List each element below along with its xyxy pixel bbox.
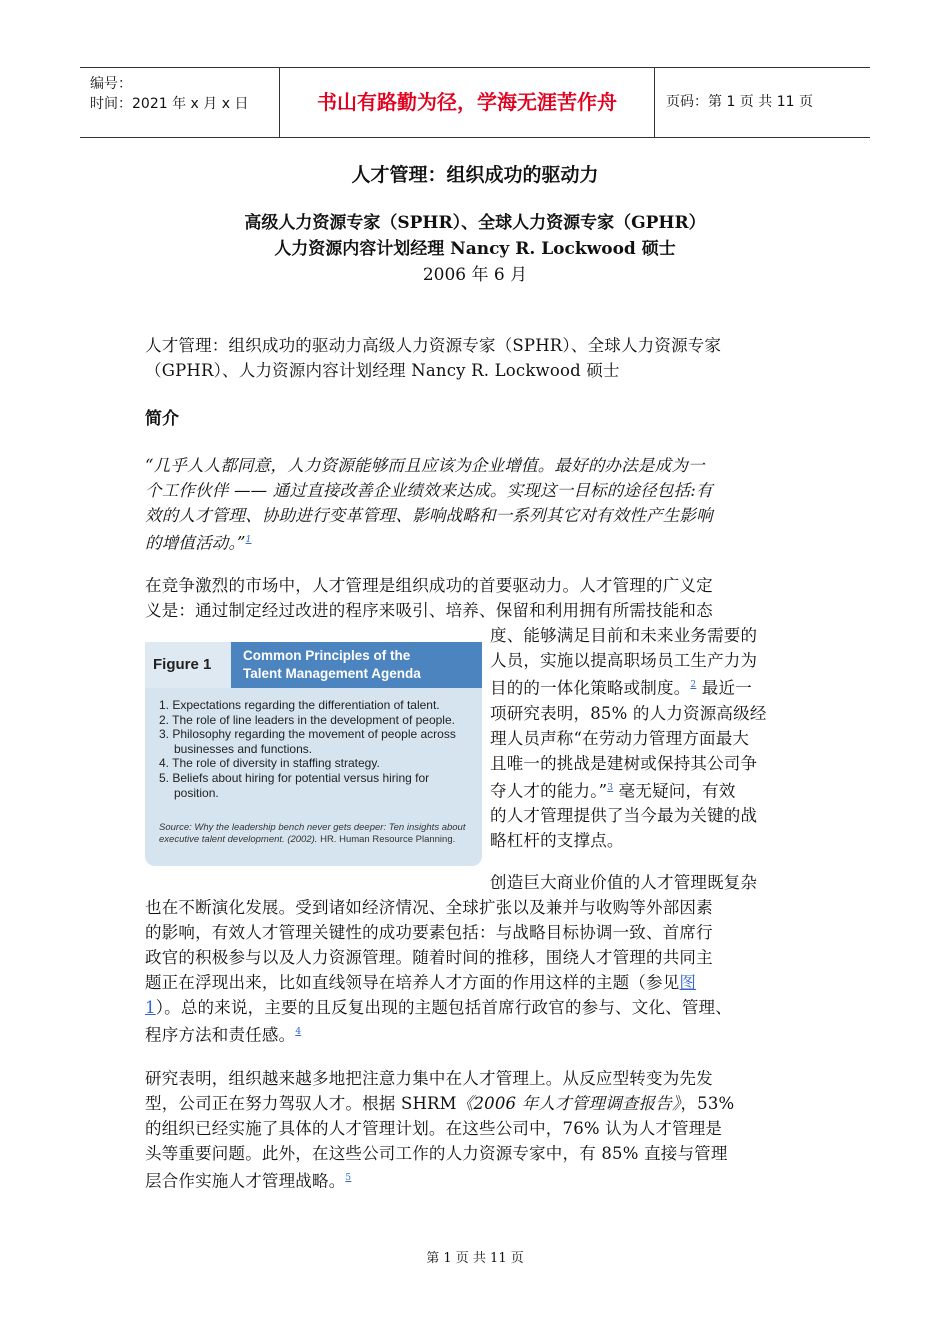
time-label: 时间：2021 年 x 月 x 日: [90, 96, 249, 112]
intro-line: （GPHR）、人力资源内容计划经理 Nancy R. Lockwood 硕士: [145, 361, 620, 380]
header-motto: 书山有路勤为径，学海无涯苦作舟: [280, 68, 655, 137]
para1-line: 在竞争激烈的市场中，人才管理是组织成功的首要驱动力。人才管理的广义定: [145, 576, 713, 595]
paragraph-2-start: 创造巨大商业价值的人才管理既复杂: [490, 873, 758, 892]
para3-text: 层合作实施人才管理战略。: [145, 1171, 346, 1191]
quote-line-text: 的增值活动。”: [145, 533, 246, 553]
figure-title-line: Talent Management Agenda: [243, 666, 421, 681]
quote-paragraph: [145, 453, 713, 556]
intro-paragraph: [145, 333, 721, 383]
para1-text: 目的的一体化策略或制度。: [490, 678, 691, 698]
para3-line: 头等重要问题。此外，在这些公司工作的人力资源专家中，有 85% 直接与管理: [145, 1144, 728, 1163]
para2-line: [145, 970, 732, 995]
figure-list-item: 4. The role of diversity in staffing strategy.: [159, 756, 380, 771]
para1-wrap-line: [490, 673, 767, 701]
number-label: 编号：: [90, 76, 132, 92]
para2-line: [145, 995, 732, 1020]
figure-source-journal: HR. Human Resource Planning.: [320, 834, 456, 845]
figure-link-number[interactable]: 1: [145, 998, 156, 1017]
para2-text: ）。总的来说，主要的且反复出现的主题包括首席行政官的参与、文化、管理、: [155, 998, 732, 1017]
para2-text: 程序方法和责任感。: [145, 1025, 296, 1045]
para3-line: [145, 1166, 734, 1194]
para1-wrap-line: 人员，实施以提高职场员工生产力为: [490, 651, 758, 670]
intro-line: 人才管理：组织成功的驱动力高级人力资源专家（SPHR）、全球人力资源专家: [145, 336, 722, 355]
report-title: 《2006 年人才管理调查报告》: [456, 1094, 681, 1113]
para1-wrap-line: 项研究表明，85% 的人力资源高级经: [490, 703, 767, 723]
para1-text: 最近一: [696, 678, 752, 698]
quote-line: [145, 528, 713, 556]
paragraph-1: [145, 573, 713, 623]
para3-line: 的组织已经实施了具体的人才管理计划。在这些公司中，76% 认为人才管理是: [145, 1119, 723, 1138]
para1-wrap-line: 的人才管理提供了当今最为关键的战: [490, 806, 758, 825]
page-footer: 第 1 页 共 11 页: [426, 1251, 524, 1266]
figure-title-line: Common Principles of the: [243, 648, 411, 663]
footnote-ref-5[interactable]: 5: [345, 1173, 352, 1183]
para1-line: 义是：通过制定经过改进的程序来吸引、培养、保留和利用拥有所需技能和态: [145, 601, 713, 620]
figure-label: Figure 1: [145, 642, 231, 688]
para3-line: 研究表明，组织越来越多地把注意力集中在人才管理上。从反应型转变为先发: [145, 1069, 713, 1088]
para3-line: [145, 1091, 734, 1116]
figure-list-item: 5. Beliefs about hiring for potential versus hiring for position.: [159, 770, 430, 800]
quote-line: “几乎人人都同意，人力资源能够而且应该为企业增值。最好的办法是成为一: [145, 456, 705, 475]
figure-list: [159, 698, 477, 800]
para3-text: 型，公司正在努力驾驭人才。根据 SHRM: [145, 1094, 457, 1113]
document-title: 人才管理：组织成功的驱动力: [351, 164, 599, 186]
footnote-ref-1[interactable]: 1: [245, 535, 252, 545]
para1-wrap-line: 且唯一的挑战是建树或保持其公司争: [490, 753, 758, 773]
figure-source: [159, 822, 477, 846]
footnote-ref-2[interactable]: 2: [690, 680, 697, 690]
para1-wrap-line: 略杠杆的支撑点。: [490, 831, 624, 850]
author-line-2: 人力资源内容计划经理 Nancy R. Lockwood 硕士: [274, 239, 676, 259]
para1-wrap-line: 度、能够满足目前和未来业务需要的: [490, 626, 758, 645]
para1-wrap-line: 理人员声称“在劳动力管理方面最大: [490, 728, 750, 748]
footnote-ref-4[interactable]: 4: [295, 1027, 302, 1037]
document-date: 2006 年 6 月: [422, 265, 528, 285]
figure-header: [145, 642, 482, 688]
para2-line: [145, 1020, 732, 1048]
para1-wrap-line: [490, 776, 767, 804]
figure-list-item: 3. Philosophy regarding the movement of people across businesses and functions.: [159, 727, 456, 756]
para1-text: 毫无疑问，有效: [613, 781, 736, 800]
section-heading: 简介: [145, 409, 179, 429]
para2-line: 也在不断演化发展。受到诸如经济情况、全球扩张以及兼并与收购等外部因素: [145, 898, 713, 917]
author-line-1: 高级人力资源专家（SPHR）、全球人力资源专家（GPHR）: [244, 213, 706, 233]
para2-line: 政官的积极参与以及人力资源管理。随着时间的推移，围绕人才管理的共同主: [145, 948, 713, 967]
quote-line: 效的人才管理、协助进行变革管理、影响战略和一系列其它对有效性产生影响: [145, 506, 713, 525]
header-meta: [80, 68, 280, 137]
figure-source-text: Source: Why the leadership bench never gets deeper: Ten insights about executive talent development. (2002).: [159, 822, 466, 845]
header-page-info: 页码：第 1 页 共 11 页: [666, 94, 813, 110]
footnote-ref-3[interactable]: 3: [607, 782, 614, 793]
paragraph-2: [145, 895, 732, 1048]
para1-text: 夺人才的能力。”: [490, 781, 608, 800]
figure-link[interactable]: 图: [679, 973, 697, 992]
figure-list-item: 1. Expectations regarding the differentiation of talent.: [159, 698, 440, 712]
para2-line: 的影响，有效人才管理关键性的成功要素包括：与战略目标协调一致、首席行: [145, 923, 713, 942]
figure-list-item: 2. The role of line leaders in the development of people.: [159, 712, 455, 727]
page-header: [80, 67, 870, 138]
paragraph-3: [145, 1066, 734, 1194]
figure-1: [145, 642, 482, 866]
para3-text: ，53%: [680, 1094, 735, 1113]
figure-title: [231, 642, 482, 688]
quote-line: 个工作伙伴 —— 通过直接改善企业绩效来达成。实现这一目标的途径包括:有: [145, 481, 713, 500]
para2-text: 题正在浮现出来，比如直线领导在培养人才方面的作用这样的主题（参见: [145, 973, 680, 992]
paragraph-1-wrapped: [490, 623, 767, 853]
